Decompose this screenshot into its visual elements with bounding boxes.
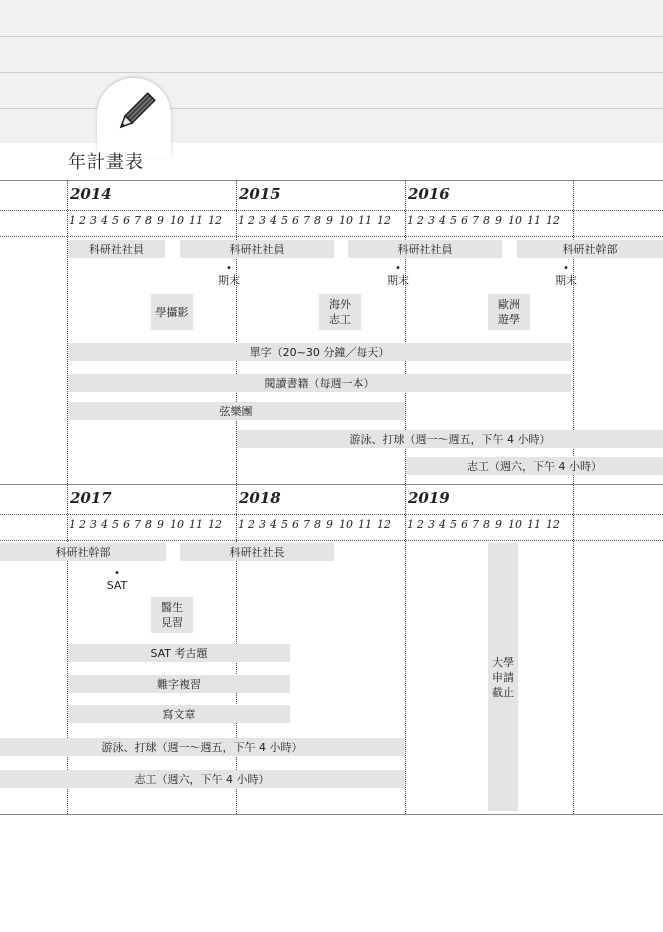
month-label: 12	[546, 214, 560, 227]
month-label: 11	[189, 214, 203, 227]
month-label: 8	[314, 214, 321, 227]
month-scale	[237, 214, 405, 227]
month-label: 11	[358, 518, 372, 531]
month-label: 5	[450, 214, 457, 227]
month-row-divider	[0, 236, 663, 237]
month-label: 5	[112, 518, 119, 531]
month-label: 2	[417, 518, 424, 531]
month-row-divider	[0, 540, 663, 541]
final-exam-marker: • 期末	[218, 263, 240, 287]
year-label: 2015	[239, 185, 281, 203]
plan-bar: 科研社社員	[180, 240, 334, 258]
month-label: 6	[292, 518, 299, 531]
month-label: 2	[248, 518, 255, 531]
month-label: 12	[377, 518, 391, 531]
month-label: 11	[527, 518, 541, 531]
month-label: 2	[417, 214, 424, 227]
column-divider	[573, 485, 574, 814]
month-label: 3	[428, 518, 435, 531]
plan-bar: 志工（週六，下午 4 小時）	[406, 457, 663, 475]
month-label: 4	[270, 214, 277, 227]
month-label: 9	[495, 214, 502, 227]
month-label: 10	[170, 518, 184, 531]
month-label: 12	[208, 214, 222, 227]
plan-bar: 游泳、打球（週一～週五，下午 4 小時）	[0, 738, 404, 756]
month-label: 5	[281, 518, 288, 531]
month-label: 4	[439, 518, 446, 531]
month-label: 4	[101, 214, 108, 227]
plan-bar: 海外 志工	[319, 294, 361, 330]
month-scale	[406, 214, 574, 227]
year-label: 2018	[239, 489, 281, 507]
plan-bar: 難字複習	[68, 675, 290, 693]
month-label: 10	[508, 214, 522, 227]
plan-bar: 游泳、打球（週一～週五，下午 4 小時）	[237, 430, 663, 448]
month-label: 3	[428, 214, 435, 227]
page-title: 年計畫表	[68, 152, 144, 173]
month-label: 3	[259, 518, 266, 531]
month-label: 11	[527, 214, 541, 227]
month-label: 8	[145, 214, 152, 227]
month-label: 5	[281, 214, 288, 227]
month-label: 12	[208, 518, 222, 531]
month-label: 7	[472, 518, 479, 531]
month-label: 9	[157, 518, 164, 531]
year-label: 2017	[70, 489, 112, 507]
plan-bar: 科研社社員	[348, 240, 502, 258]
month-label: 12	[546, 518, 560, 531]
month-label: 4	[101, 518, 108, 531]
final-exam-marker: • 期末	[387, 263, 409, 287]
month-label: 9	[326, 518, 333, 531]
month-label: 3	[90, 518, 97, 531]
plan-bar: 大學 申請 截止	[488, 543, 518, 811]
month-label: 1	[238, 214, 245, 227]
plan-bar: 科研社幹部	[517, 240, 663, 258]
section-divider	[0, 814, 663, 815]
month-label: 5	[112, 214, 119, 227]
section-divider	[0, 180, 663, 181]
plan-bar: 科研社幹部	[0, 543, 166, 561]
month-label: 2	[79, 518, 86, 531]
month-label: 7	[303, 518, 310, 531]
month-label: 1	[407, 518, 414, 531]
year-label: 2016	[408, 185, 450, 203]
month-label: 7	[134, 214, 141, 227]
year-row-divider	[0, 514, 663, 515]
month-label: 6	[123, 518, 130, 531]
month-label: 1	[238, 518, 245, 531]
month-label: 12	[377, 214, 391, 227]
month-scale	[68, 214, 236, 227]
plan-bar: 志工（週六，下午 4 小時）	[0, 770, 404, 788]
month-label: 2	[248, 214, 255, 227]
month-scale	[406, 518, 574, 531]
month-label: 1	[407, 214, 414, 227]
section-divider	[0, 484, 663, 485]
plan-bar: 閱讀書籍（每週一本）	[68, 374, 571, 392]
month-label: 2	[79, 214, 86, 227]
month-label: 11	[189, 518, 203, 531]
month-label: 9	[326, 214, 333, 227]
month-label: 4	[439, 214, 446, 227]
month-label: 6	[461, 214, 468, 227]
plan-bar: 科研社社員	[68, 240, 165, 258]
month-label: 7	[472, 214, 479, 227]
ruled-line	[0, 72, 663, 73]
sat-marker: • SAT	[106, 568, 128, 592]
pencil-icon	[110, 88, 160, 138]
plan-bar: 寫文章	[68, 705, 290, 723]
month-label: 1	[69, 214, 76, 227]
plan-bar: 醫生 見習	[151, 597, 193, 633]
month-label: 6	[123, 214, 130, 227]
month-label: 7	[303, 214, 310, 227]
year-label: 2019	[408, 489, 450, 507]
plan-bar: SAT 考古題	[68, 644, 290, 662]
year-label: 2014	[70, 185, 112, 203]
month-scale	[68, 518, 236, 531]
month-label: 8	[314, 518, 321, 531]
column-divider	[405, 485, 406, 814]
month-label: 3	[259, 214, 266, 227]
month-label: 6	[292, 214, 299, 227]
plan-bar: 歐洲 遊學	[488, 294, 530, 330]
month-label: 1	[69, 518, 76, 531]
month-label: 10	[339, 214, 353, 227]
month-label: 8	[483, 518, 490, 531]
plan-bar: 單字（20~30 分鐘／每天）	[68, 343, 571, 361]
month-label: 9	[157, 214, 164, 227]
plan-bar: 科研社社長	[180, 543, 334, 561]
year-row-divider	[0, 210, 663, 211]
month-label: 6	[461, 518, 468, 531]
month-label: 4	[270, 518, 277, 531]
month-label: 11	[358, 214, 372, 227]
month-scale	[237, 518, 405, 531]
month-label: 10	[508, 518, 522, 531]
ruled-line	[0, 36, 663, 37]
month-label: 9	[495, 518, 502, 531]
month-label: 10	[339, 518, 353, 531]
month-label: 8	[145, 518, 152, 531]
month-label: 8	[483, 214, 490, 227]
final-exam-marker: • 期末	[555, 263, 577, 287]
month-label: 3	[90, 214, 97, 227]
month-label: 5	[450, 518, 457, 531]
plan-bar: 學攝影	[151, 294, 193, 330]
month-label: 10	[170, 214, 184, 227]
plan-bar: 弦樂團	[68, 402, 404, 420]
month-label: 7	[134, 518, 141, 531]
